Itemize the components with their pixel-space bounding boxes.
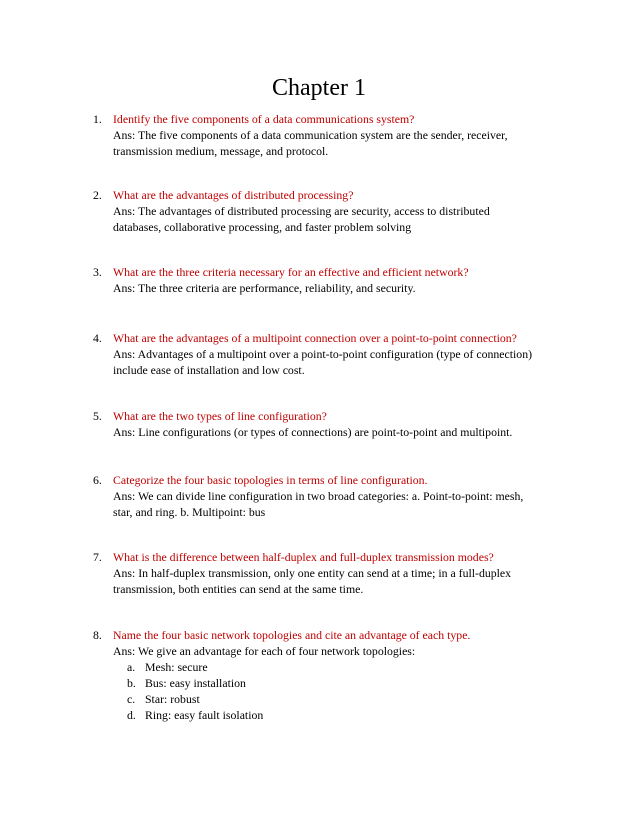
answer-4	[93, 346, 583, 378]
list-text: Star: robust	[145, 692, 200, 706]
question-text: Identify the five components of a data communications system?	[113, 112, 415, 126]
answer-line: Ans: We give an advantage for each of four network topologies:	[113, 644, 416, 658]
question-4	[93, 330, 583, 346]
question-text: Categorize the four basic topologies in terms of line configuration.	[113, 473, 428, 487]
question-number: 4.	[93, 331, 102, 345]
qa-item-4	[93, 330, 583, 378]
answer-line: transmission, both entities can send at the same time.	[113, 582, 364, 596]
list-text: Ring: easy fault isolation	[145, 708, 264, 722]
answer-3	[93, 280, 583, 296]
question-number: 1.	[93, 112, 102, 126]
answer-line: include ease of installation and low cost.	[113, 363, 305, 377]
question-3	[93, 264, 583, 280]
question-text: What are the two types of line configuration?	[113, 409, 327, 423]
question-number: 3.	[93, 265, 102, 279]
list-letter: b.	[127, 676, 136, 690]
answer-line: databases, collaborative processing, and faster problem solving	[113, 220, 412, 234]
question-number: 5.	[93, 409, 102, 423]
list-item	[127, 691, 583, 707]
question-1	[93, 111, 583, 127]
list-item	[127, 659, 583, 675]
list-letter: a.	[127, 660, 136, 674]
answer-line: Ans: The three criteria are performance, reliability, and security.	[113, 281, 416, 295]
qa-item-6	[93, 472, 583, 520]
qa-item-1	[93, 111, 583, 159]
qa-item-2	[93, 187, 583, 235]
question-number: 6.	[93, 473, 102, 487]
list-letter: c.	[127, 692, 136, 706]
answer-line: star, and ring. b. Multipoint: bus	[113, 505, 266, 519]
question-7	[93, 549, 583, 565]
list-item	[127, 675, 583, 691]
answer-line: Ans: Advantages of a multipoint over a point-to-point configuration (type of connection)	[113, 347, 533, 361]
answer-line: transmission medium, message, and protocol.	[113, 144, 329, 158]
qa-item-5	[93, 408, 583, 440]
question-text: What are the advantages of a multipoint connection over a point-to-point connection?	[113, 331, 517, 345]
answer-line: Ans: The advantages of distributed processing are security, access to distributed	[113, 204, 490, 218]
question-text: Name the four basic network topologies and cite an advantage of each type.	[113, 628, 471, 642]
question-number: 7.	[93, 550, 102, 564]
answer-line: Ans: Line configurations (or types of connections) are point-to-point and multipoint.	[113, 425, 513, 439]
answer-1	[93, 127, 583, 159]
question-text: What are the advantages of distributed processing?	[113, 188, 354, 202]
qa-item-8	[93, 627, 583, 723]
answer-line: Ans: The five components of a data communication system are the sender, receiver,	[113, 128, 508, 142]
question-text: What are the three criteria necessary for an effective and efficient network?	[113, 265, 469, 279]
answer-7	[93, 565, 583, 597]
answer-6	[93, 488, 583, 520]
qa-item-7	[93, 549, 583, 597]
question-number: 8.	[93, 628, 102, 642]
answer-2	[93, 203, 583, 235]
question-number: 2.	[93, 188, 102, 202]
answer-8	[93, 643, 583, 659]
question-2	[93, 187, 583, 203]
list-letter: d.	[127, 708, 136, 722]
question-6	[93, 472, 583, 488]
answer-line: Ans: We can divide line configuration in two broad categories: a. Point-to-point: mesh,	[113, 489, 524, 503]
answer-5	[93, 424, 583, 440]
question-text: What is the difference between half-duplex and full-duplex transmission modes?	[113, 550, 494, 564]
qa-item-3	[93, 264, 583, 296]
answer-line: Ans: In half-duplex transmission, only one entity can send at a time; in a full-duplex	[113, 566, 512, 580]
list-text: Mesh: secure	[145, 660, 208, 674]
question-5	[93, 408, 583, 424]
topology-list	[93, 659, 583, 723]
list-item	[127, 707, 583, 723]
list-text: Bus: easy installation	[145, 676, 246, 690]
page-title: Chapter 1	[272, 75, 366, 101]
question-8	[93, 627, 583, 643]
